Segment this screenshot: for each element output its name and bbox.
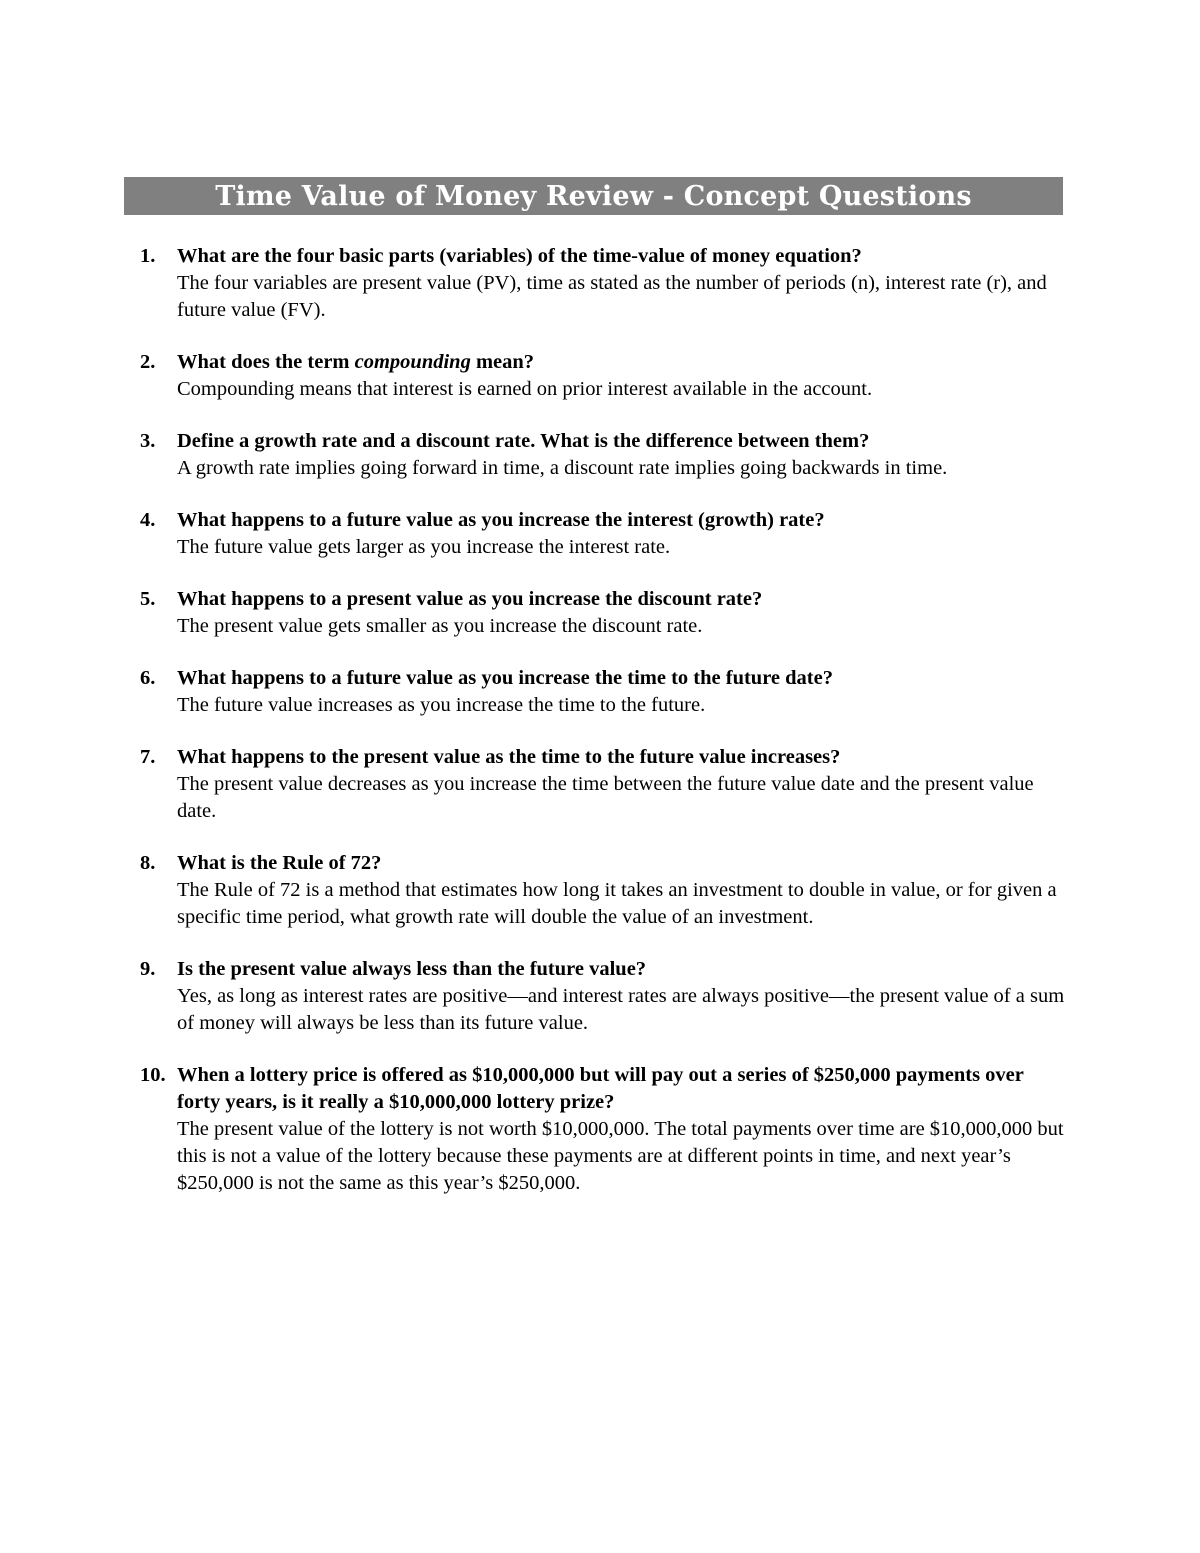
question-emphasis: compounding <box>354 351 471 373</box>
answer-text: A growth rate implies going forward in time, a discount rate implies going backwards in time. <box>177 457 948 479</box>
question-item-2 <box>140 349 1065 403</box>
question-text <box>177 349 1065 376</box>
answer-text: The future value increases as you increase the time to the future. <box>177 694 706 716</box>
page-title: Time Value of Money Review - Concept Questions <box>215 180 972 212</box>
question-number: 1. <box>140 245 156 267</box>
question-number: 5. <box>140 588 156 610</box>
question-item-4 <box>140 507 1065 561</box>
question-item-8 <box>140 850 1065 931</box>
question-text: What happens to a future value as you increase the interest (growth) rate? <box>177 509 825 531</box>
question-number: 2. <box>140 351 156 373</box>
question-text: When a lottery price is offered as $10,000,000 but will pay out a series of $250,000 payments over forty years, is it really a $10,000,000 lottery prize? <box>177 1064 1024 1113</box>
question-item-10 <box>140 1062 1065 1197</box>
answer-text: The Rule of 72 is a method that estimates how long it takes an investment to double in value, or for given a specific time period, what growth rate will double the value of an investment. <box>177 879 1057 928</box>
question-number: 7. <box>140 746 156 768</box>
question-number: 4. <box>140 509 156 531</box>
question-item-9 <box>140 956 1065 1037</box>
question-text: Define a growth rate and a discount rate. What is the difference between them? <box>177 430 870 452</box>
answer-text: The present value of the lottery is not worth $10,000,000. The total payments over time are $10,000,000 but this is not a value of the lottery because these payments are at different points in time, and next year’s $250,000 is not the same as this year’s $250,000. <box>177 1118 1064 1194</box>
answer-text: The four variables are present value (PV), time as stated as the number of periods (n), interest rate (r), and future value (FV). <box>177 272 1047 321</box>
question-list <box>140 243 1065 1222</box>
question-number: 9. <box>140 958 156 980</box>
question-item-3 <box>140 428 1065 482</box>
question-item-1 <box>140 243 1065 324</box>
question-text: Is the present value always less than the future value? <box>177 958 647 980</box>
question-text: What happens to the present value as the time to the future value increases? <box>177 746 841 768</box>
question-text: What happens to a present value as you increase the discount rate? <box>177 588 763 610</box>
question-text: What is the Rule of 72? <box>177 852 382 874</box>
question-text-part: mean? <box>470 351 535 373</box>
answer-text: The future value gets larger as you increase the interest rate. <box>177 536 671 558</box>
answer-text: Yes, as long as interest rates are positive—and interest rates are always positive—the present value of a sum of money will always be less than its future value. <box>177 985 1065 1034</box>
question-item-6 <box>140 665 1065 719</box>
answer-text: The present value gets smaller as you increase the discount rate. <box>177 615 703 637</box>
question-text: What are the four basic parts (variables) of the time-value of money equation? <box>177 245 862 267</box>
question-number: 10. <box>140 1064 166 1086</box>
question-number: 6. <box>140 667 156 689</box>
answer-text: Compounding means that interest is earned on prior interest available in the account. <box>177 378 873 400</box>
question-item-7 <box>140 744 1065 825</box>
question-item-5 <box>140 586 1065 640</box>
answer-text: The present value decreases as you increase the time between the future value date and the present value date. <box>177 773 1034 822</box>
question-number: 3. <box>140 430 156 452</box>
question-text: What happens to a future value as you increase the time to the future date? <box>177 667 833 689</box>
question-number: 8. <box>140 852 156 874</box>
question-text-part: What does the term <box>177 351 355 373</box>
title-banner <box>124 177 1063 215</box>
